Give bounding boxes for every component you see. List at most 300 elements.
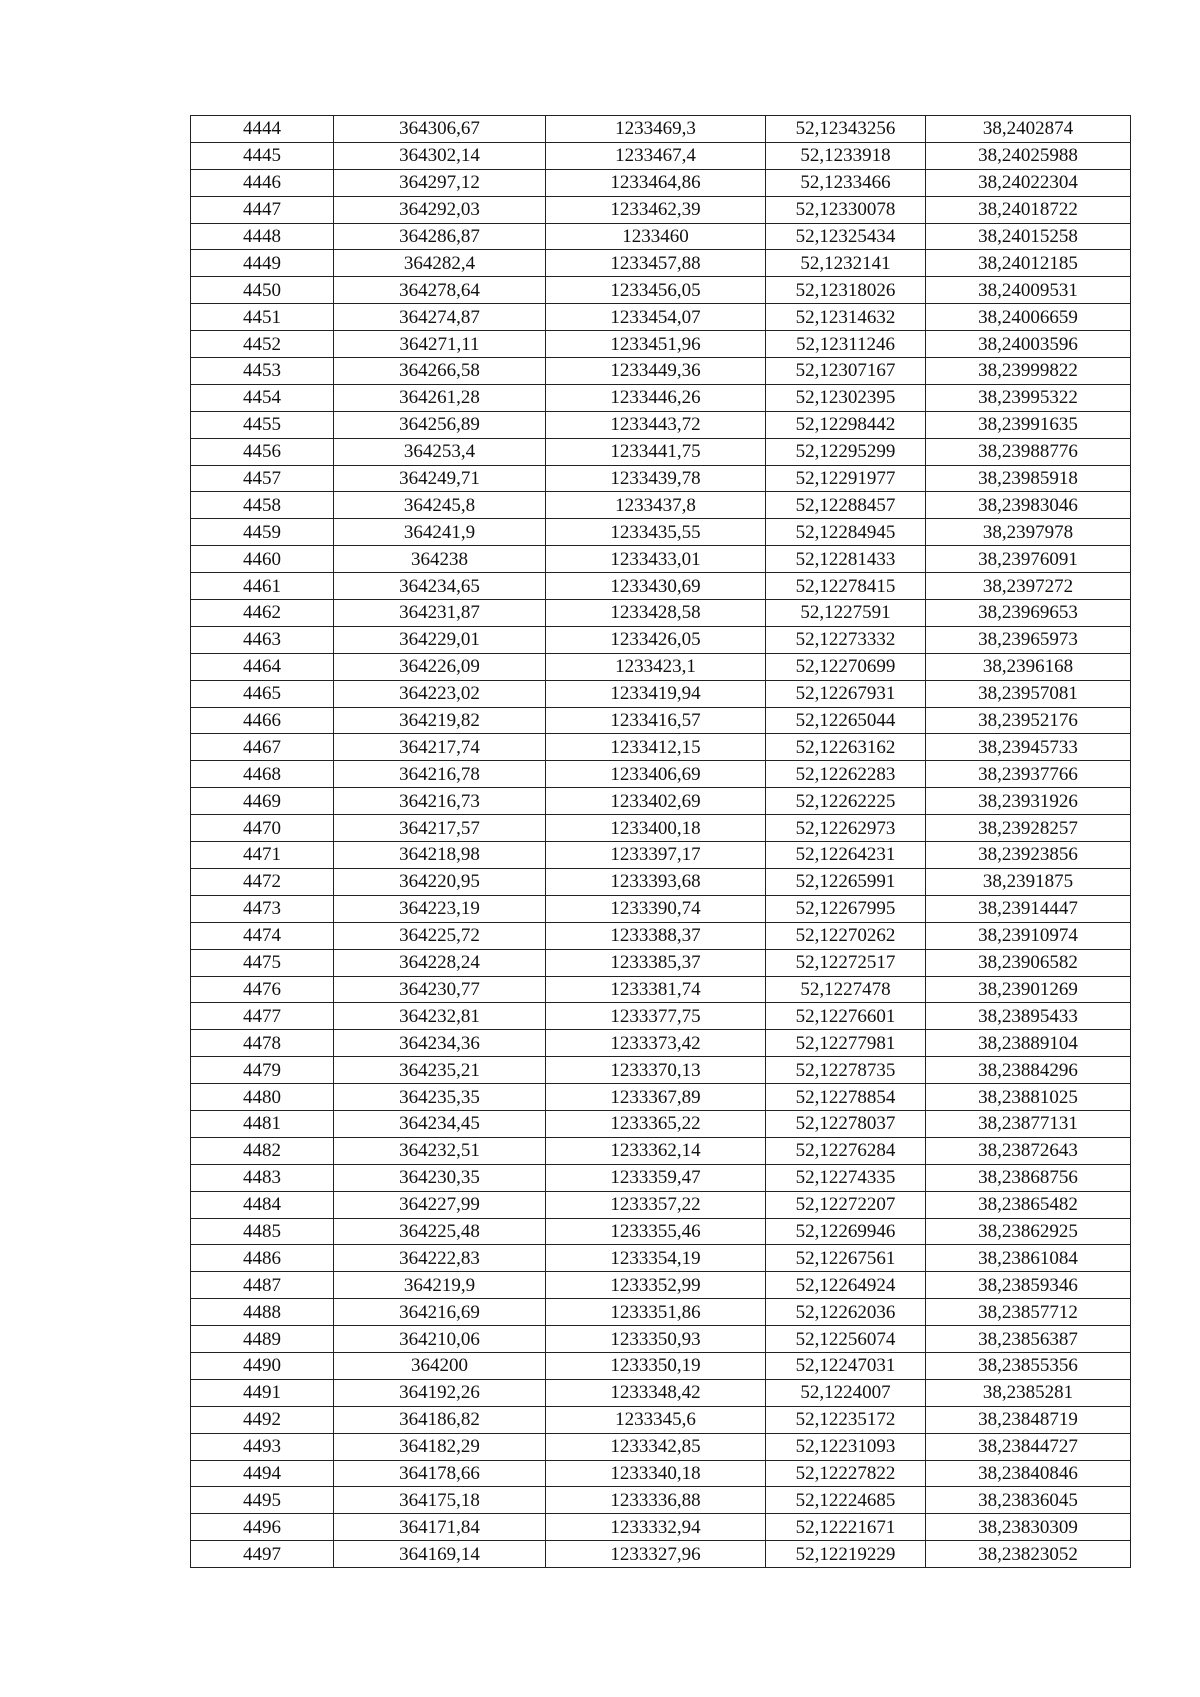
point-number-cell: 4449 xyxy=(191,250,334,277)
table-row xyxy=(191,1406,1131,1433)
y-coordinate-cell: 1233370,13 xyxy=(546,1057,766,1084)
latitude-cell: 52,12227822 xyxy=(766,1460,926,1487)
latitude-cell: 52,12235172 xyxy=(766,1406,926,1433)
table-row xyxy=(191,465,1131,492)
table-row xyxy=(191,1084,1131,1111)
table-row xyxy=(191,142,1131,169)
point-number-cell: 4469 xyxy=(191,788,334,815)
x-coordinate-cell: 364175,18 xyxy=(334,1487,546,1514)
longitude-cell: 38,23957081 xyxy=(926,680,1131,707)
table-row xyxy=(191,600,1131,627)
y-coordinate-cell: 1233388,37 xyxy=(546,922,766,949)
point-number-cell: 4455 xyxy=(191,411,334,438)
longitude-cell: 38,23999822 xyxy=(926,358,1131,385)
longitude-cell: 38,2402874 xyxy=(926,116,1131,143)
latitude-cell: 52,12265991 xyxy=(766,868,926,895)
coordinates-table xyxy=(190,115,1131,1568)
x-coordinate-cell: 364234,36 xyxy=(334,1030,546,1057)
longitude-cell: 38,23848719 xyxy=(926,1406,1131,1433)
longitude-cell: 38,23889104 xyxy=(926,1030,1131,1057)
latitude-cell: 52,12274335 xyxy=(766,1164,926,1191)
point-number-cell: 4471 xyxy=(191,842,334,869)
latitude-cell: 52,12273332 xyxy=(766,626,926,653)
latitude-cell: 52,12247031 xyxy=(766,1352,926,1379)
table-row xyxy=(191,815,1131,842)
point-number-cell: 4483 xyxy=(191,1164,334,1191)
longitude-cell: 38,23881025 xyxy=(926,1084,1131,1111)
y-coordinate-cell: 1233462,39 xyxy=(546,196,766,223)
longitude-cell: 38,23945733 xyxy=(926,734,1131,761)
point-number-cell: 4485 xyxy=(191,1218,334,1245)
y-coordinate-cell: 1233464,86 xyxy=(546,169,766,196)
latitude-cell: 52,12302395 xyxy=(766,384,926,411)
table-row xyxy=(191,438,1131,465)
latitude-cell: 52,12267561 xyxy=(766,1245,926,1272)
point-number-cell: 4466 xyxy=(191,707,334,734)
latitude-cell: 52,12262225 xyxy=(766,788,926,815)
x-coordinate-cell: 364227,99 xyxy=(334,1191,546,1218)
table-row xyxy=(191,1326,1131,1353)
point-number-cell: 4462 xyxy=(191,600,334,627)
latitude-cell: 52,12262973 xyxy=(766,815,926,842)
table-row xyxy=(191,1003,1131,1030)
latitude-cell: 52,1227478 xyxy=(766,976,926,1003)
longitude-cell: 38,24022304 xyxy=(926,169,1131,196)
latitude-cell: 52,1232141 xyxy=(766,250,926,277)
longitude-cell: 38,24006659 xyxy=(926,304,1131,331)
latitude-cell: 52,12295299 xyxy=(766,438,926,465)
table-row xyxy=(191,949,1131,976)
latitude-cell: 52,12330078 xyxy=(766,196,926,223)
longitude-cell: 38,23988776 xyxy=(926,438,1131,465)
x-coordinate-cell: 364217,57 xyxy=(334,815,546,842)
y-coordinate-cell: 1233406,69 xyxy=(546,761,766,788)
table-row xyxy=(191,734,1131,761)
x-coordinate-cell: 364241,9 xyxy=(334,519,546,546)
y-coordinate-cell: 1233467,4 xyxy=(546,142,766,169)
y-coordinate-cell: 1233416,57 xyxy=(546,707,766,734)
table-row xyxy=(191,1352,1131,1379)
x-coordinate-cell: 364219,82 xyxy=(334,707,546,734)
latitude-cell: 52,12267931 xyxy=(766,680,926,707)
longitude-cell: 38,23931926 xyxy=(926,788,1131,815)
longitude-cell: 38,24015258 xyxy=(926,223,1131,250)
table-row xyxy=(191,1191,1131,1218)
x-coordinate-cell: 364228,24 xyxy=(334,949,546,976)
table-row xyxy=(191,1433,1131,1460)
longitude-cell: 38,23836045 xyxy=(926,1487,1131,1514)
longitude-cell: 38,23865482 xyxy=(926,1191,1131,1218)
x-coordinate-cell: 364282,4 xyxy=(334,250,546,277)
point-number-cell: 4495 xyxy=(191,1487,334,1514)
point-number-cell: 4456 xyxy=(191,438,334,465)
table-row xyxy=(191,761,1131,788)
x-coordinate-cell: 364235,21 xyxy=(334,1057,546,1084)
y-coordinate-cell: 1233390,74 xyxy=(546,895,766,922)
y-coordinate-cell: 1233357,22 xyxy=(546,1191,766,1218)
longitude-cell: 38,2397978 xyxy=(926,519,1131,546)
y-coordinate-cell: 1233430,69 xyxy=(546,573,766,600)
longitude-cell: 38,23840846 xyxy=(926,1460,1131,1487)
x-coordinate-cell: 364261,28 xyxy=(334,384,546,411)
point-number-cell: 4486 xyxy=(191,1245,334,1272)
longitude-cell: 38,23910974 xyxy=(926,922,1131,949)
point-number-cell: 4467 xyxy=(191,734,334,761)
y-coordinate-cell: 1233365,22 xyxy=(546,1110,766,1137)
longitude-cell: 38,23965973 xyxy=(926,626,1131,653)
table-row xyxy=(191,626,1131,653)
x-coordinate-cell: 364226,09 xyxy=(334,653,546,680)
table-row xyxy=(191,384,1131,411)
x-coordinate-cell: 364182,29 xyxy=(334,1433,546,1460)
x-coordinate-cell: 364220,95 xyxy=(334,868,546,895)
table-row xyxy=(191,1379,1131,1406)
table-row xyxy=(191,223,1131,250)
latitude-cell: 52,12318026 xyxy=(766,277,926,304)
longitude-cell: 38,23868756 xyxy=(926,1164,1131,1191)
latitude-cell: 52,12298442 xyxy=(766,411,926,438)
x-coordinate-cell: 364271,11 xyxy=(334,331,546,358)
x-coordinate-cell: 364223,02 xyxy=(334,680,546,707)
point-number-cell: 4482 xyxy=(191,1137,334,1164)
point-number-cell: 4463 xyxy=(191,626,334,653)
longitude-cell: 38,24009531 xyxy=(926,277,1131,304)
point-number-cell: 4494 xyxy=(191,1460,334,1487)
table-row xyxy=(191,653,1131,680)
y-coordinate-cell: 1233456,05 xyxy=(546,277,766,304)
table-row xyxy=(191,411,1131,438)
table-row xyxy=(191,1487,1131,1514)
y-coordinate-cell: 1233351,86 xyxy=(546,1299,766,1326)
point-number-cell: 4448 xyxy=(191,223,334,250)
longitude-cell: 38,23884296 xyxy=(926,1057,1131,1084)
y-coordinate-cell: 1233433,01 xyxy=(546,546,766,573)
x-coordinate-cell: 364292,03 xyxy=(334,196,546,223)
table-row xyxy=(191,1245,1131,1272)
latitude-cell: 52,12314632 xyxy=(766,304,926,331)
point-number-cell: 4454 xyxy=(191,384,334,411)
longitude-cell: 38,23895433 xyxy=(926,1003,1131,1030)
x-coordinate-cell: 364231,87 xyxy=(334,600,546,627)
y-coordinate-cell: 1233355,46 xyxy=(546,1218,766,1245)
y-coordinate-cell: 1233381,74 xyxy=(546,976,766,1003)
latitude-cell: 52,1233466 xyxy=(766,169,926,196)
longitude-cell: 38,23861084 xyxy=(926,1245,1131,1272)
table-row xyxy=(191,1164,1131,1191)
latitude-cell: 52,12288457 xyxy=(766,492,926,519)
table-row xyxy=(191,546,1131,573)
x-coordinate-cell: 364171,84 xyxy=(334,1514,546,1541)
x-coordinate-cell: 364223,19 xyxy=(334,895,546,922)
x-coordinate-cell: 364234,65 xyxy=(334,573,546,600)
y-coordinate-cell: 1233336,88 xyxy=(546,1487,766,1514)
point-number-cell: 4489 xyxy=(191,1326,334,1353)
point-number-cell: 4479 xyxy=(191,1057,334,1084)
y-coordinate-cell: 1233439,78 xyxy=(546,465,766,492)
y-coordinate-cell: 1233359,47 xyxy=(546,1164,766,1191)
y-coordinate-cell: 1233441,75 xyxy=(546,438,766,465)
longitude-cell: 38,23976091 xyxy=(926,546,1131,573)
latitude-cell: 52,12284945 xyxy=(766,519,926,546)
y-coordinate-cell: 1233402,69 xyxy=(546,788,766,815)
y-coordinate-cell: 1233327,96 xyxy=(546,1541,766,1568)
latitude-cell: 52,12262036 xyxy=(766,1299,926,1326)
point-number-cell: 4497 xyxy=(191,1541,334,1568)
point-number-cell: 4474 xyxy=(191,922,334,949)
x-coordinate-cell: 364245,8 xyxy=(334,492,546,519)
point-number-cell: 4444 xyxy=(191,116,334,143)
point-number-cell: 4481 xyxy=(191,1110,334,1137)
latitude-cell: 52,12277981 xyxy=(766,1030,926,1057)
y-coordinate-cell: 1233342,85 xyxy=(546,1433,766,1460)
point-number-cell: 4447 xyxy=(191,196,334,223)
longitude-cell: 38,23872643 xyxy=(926,1137,1131,1164)
x-coordinate-cell: 364229,01 xyxy=(334,626,546,653)
point-number-cell: 4472 xyxy=(191,868,334,895)
longitude-cell: 38,2397272 xyxy=(926,573,1131,600)
y-coordinate-cell: 1233340,18 xyxy=(546,1460,766,1487)
y-coordinate-cell: 1233393,68 xyxy=(546,868,766,895)
longitude-cell: 38,23969653 xyxy=(926,600,1131,627)
table-row xyxy=(191,895,1131,922)
x-coordinate-cell: 364278,64 xyxy=(334,277,546,304)
table-row xyxy=(191,169,1131,196)
longitude-cell: 38,23862925 xyxy=(926,1218,1131,1245)
point-number-cell: 4480 xyxy=(191,1084,334,1111)
table-row xyxy=(191,331,1131,358)
latitude-cell: 52,12219229 xyxy=(766,1541,926,1568)
latitude-cell: 52,12262283 xyxy=(766,761,926,788)
table-row xyxy=(191,519,1131,546)
longitude-cell: 38,23901269 xyxy=(926,976,1131,1003)
x-coordinate-cell: 364222,83 xyxy=(334,1245,546,1272)
y-coordinate-cell: 1233435,55 xyxy=(546,519,766,546)
point-number-cell: 4496 xyxy=(191,1514,334,1541)
latitude-cell: 52,12276284 xyxy=(766,1137,926,1164)
longitude-cell: 38,23857712 xyxy=(926,1299,1131,1326)
y-coordinate-cell: 1233451,96 xyxy=(546,331,766,358)
latitude-cell: 52,1224007 xyxy=(766,1379,926,1406)
y-coordinate-cell: 1233377,75 xyxy=(546,1003,766,1030)
point-number-cell: 4459 xyxy=(191,519,334,546)
longitude-cell: 38,24012185 xyxy=(926,250,1131,277)
point-number-cell: 4487 xyxy=(191,1272,334,1299)
point-number-cell: 4450 xyxy=(191,277,334,304)
table-row xyxy=(191,976,1131,1003)
table-row xyxy=(191,277,1131,304)
latitude-cell: 52,12270262 xyxy=(766,922,926,949)
y-coordinate-cell: 1233345,6 xyxy=(546,1406,766,1433)
table-row xyxy=(191,707,1131,734)
x-coordinate-cell: 364217,74 xyxy=(334,734,546,761)
x-coordinate-cell: 364266,58 xyxy=(334,358,546,385)
longitude-cell: 38,23928257 xyxy=(926,815,1131,842)
longitude-cell: 38,23855356 xyxy=(926,1352,1131,1379)
latitude-cell: 52,12278854 xyxy=(766,1084,926,1111)
point-number-cell: 4475 xyxy=(191,949,334,976)
table-row xyxy=(191,1137,1131,1164)
point-number-cell: 4477 xyxy=(191,1003,334,1030)
x-coordinate-cell: 364302,14 xyxy=(334,142,546,169)
latitude-cell: 52,12265044 xyxy=(766,707,926,734)
y-coordinate-cell: 1233437,8 xyxy=(546,492,766,519)
longitude-cell: 38,23906582 xyxy=(926,949,1131,976)
latitude-cell: 52,12269946 xyxy=(766,1218,926,1245)
x-coordinate-cell: 364286,87 xyxy=(334,223,546,250)
y-coordinate-cell: 1233423,1 xyxy=(546,653,766,680)
point-number-cell: 4478 xyxy=(191,1030,334,1057)
longitude-cell: 38,23937766 xyxy=(926,761,1131,788)
latitude-cell: 52,12256074 xyxy=(766,1326,926,1353)
table-row xyxy=(191,1057,1131,1084)
latitude-cell: 52,12276601 xyxy=(766,1003,926,1030)
x-coordinate-cell: 364235,35 xyxy=(334,1084,546,1111)
latitude-cell: 52,1227591 xyxy=(766,600,926,627)
y-coordinate-cell: 1233400,18 xyxy=(546,815,766,842)
y-coordinate-cell: 1233350,19 xyxy=(546,1352,766,1379)
x-coordinate-cell: 364225,48 xyxy=(334,1218,546,1245)
y-coordinate-cell: 1233446,26 xyxy=(546,384,766,411)
x-coordinate-cell: 364230,77 xyxy=(334,976,546,1003)
y-coordinate-cell: 1233362,14 xyxy=(546,1137,766,1164)
latitude-cell: 52,12272517 xyxy=(766,949,926,976)
longitude-cell: 38,23859346 xyxy=(926,1272,1131,1299)
y-coordinate-cell: 1233352,99 xyxy=(546,1272,766,1299)
latitude-cell: 52,12278037 xyxy=(766,1110,926,1137)
longitude-cell: 38,23823052 xyxy=(926,1541,1131,1568)
table-row xyxy=(191,1460,1131,1487)
x-coordinate-cell: 364210,06 xyxy=(334,1326,546,1353)
point-number-cell: 4492 xyxy=(191,1406,334,1433)
point-number-cell: 4458 xyxy=(191,492,334,519)
y-coordinate-cell: 1233426,05 xyxy=(546,626,766,653)
x-coordinate-cell: 364238 xyxy=(334,546,546,573)
latitude-cell: 52,12307167 xyxy=(766,358,926,385)
x-coordinate-cell: 364232,81 xyxy=(334,1003,546,1030)
table-row xyxy=(191,116,1131,143)
latitude-cell: 52,12221671 xyxy=(766,1514,926,1541)
y-coordinate-cell: 1233348,42 xyxy=(546,1379,766,1406)
table-row xyxy=(191,1299,1131,1326)
longitude-cell: 38,2391875 xyxy=(926,868,1131,895)
x-coordinate-cell: 364230,35 xyxy=(334,1164,546,1191)
table-row xyxy=(191,1541,1131,1568)
x-coordinate-cell: 364178,66 xyxy=(334,1460,546,1487)
latitude-cell: 52,12263162 xyxy=(766,734,926,761)
latitude-cell: 52,12270699 xyxy=(766,653,926,680)
point-number-cell: 4491 xyxy=(191,1379,334,1406)
point-number-cell: 4460 xyxy=(191,546,334,573)
y-coordinate-cell: 1233454,07 xyxy=(546,304,766,331)
point-number-cell: 4476 xyxy=(191,976,334,1003)
x-coordinate-cell: 364253,4 xyxy=(334,438,546,465)
y-coordinate-cell: 1233457,88 xyxy=(546,250,766,277)
latitude-cell: 52,12272207 xyxy=(766,1191,926,1218)
x-coordinate-cell: 364274,87 xyxy=(334,304,546,331)
y-coordinate-cell: 1233419,94 xyxy=(546,680,766,707)
x-coordinate-cell: 364169,14 xyxy=(334,1541,546,1568)
x-coordinate-cell: 364218,98 xyxy=(334,842,546,869)
longitude-cell: 38,24018722 xyxy=(926,196,1131,223)
latitude-cell: 52,12264231 xyxy=(766,842,926,869)
point-number-cell: 4465 xyxy=(191,680,334,707)
table-row xyxy=(191,304,1131,331)
table-row xyxy=(191,680,1131,707)
y-coordinate-cell: 1233367,89 xyxy=(546,1084,766,1111)
latitude-cell: 52,12325434 xyxy=(766,223,926,250)
latitude-cell: 52,12224685 xyxy=(766,1487,926,1514)
table-row xyxy=(191,492,1131,519)
table-row xyxy=(191,1110,1131,1137)
point-number-cell: 4457 xyxy=(191,465,334,492)
coordinates-table-body xyxy=(191,116,1131,1568)
latitude-cell: 52,12311246 xyxy=(766,331,926,358)
x-coordinate-cell: 364216,73 xyxy=(334,788,546,815)
point-number-cell: 4490 xyxy=(191,1352,334,1379)
point-number-cell: 4452 xyxy=(191,331,334,358)
point-number-cell: 4451 xyxy=(191,304,334,331)
y-coordinate-cell: 1233412,15 xyxy=(546,734,766,761)
table-row xyxy=(191,196,1131,223)
point-number-cell: 4468 xyxy=(191,761,334,788)
latitude-cell: 52,12267995 xyxy=(766,895,926,922)
longitude-cell: 38,24003596 xyxy=(926,331,1131,358)
y-coordinate-cell: 1233332,94 xyxy=(546,1514,766,1541)
longitude-cell: 38,2385281 xyxy=(926,1379,1131,1406)
table-row xyxy=(191,1030,1131,1057)
longitude-cell: 38,23830309 xyxy=(926,1514,1131,1541)
latitude-cell: 52,12264924 xyxy=(766,1272,926,1299)
table-row xyxy=(191,1514,1131,1541)
point-number-cell: 4493 xyxy=(191,1433,334,1460)
table-row xyxy=(191,1218,1131,1245)
latitude-cell: 52,1233918 xyxy=(766,142,926,169)
longitude-cell: 38,24025988 xyxy=(926,142,1131,169)
x-coordinate-cell: 364297,12 xyxy=(334,169,546,196)
x-coordinate-cell: 364192,26 xyxy=(334,1379,546,1406)
y-coordinate-cell: 1233428,58 xyxy=(546,600,766,627)
longitude-cell: 38,23877131 xyxy=(926,1110,1131,1137)
latitude-cell: 52,12278415 xyxy=(766,573,926,600)
longitude-cell: 38,23995322 xyxy=(926,384,1131,411)
x-coordinate-cell: 364306,67 xyxy=(334,116,546,143)
table-row xyxy=(191,842,1131,869)
latitude-cell: 52,12281433 xyxy=(766,546,926,573)
longitude-cell: 38,23991635 xyxy=(926,411,1131,438)
y-coordinate-cell: 1233469,3 xyxy=(546,116,766,143)
table-row xyxy=(191,250,1131,277)
latitude-cell: 52,12343256 xyxy=(766,116,926,143)
longitude-cell: 38,2396168 xyxy=(926,653,1131,680)
point-number-cell: 4470 xyxy=(191,815,334,842)
point-number-cell: 4445 xyxy=(191,142,334,169)
y-coordinate-cell: 1233443,72 xyxy=(546,411,766,438)
x-coordinate-cell: 364219,9 xyxy=(334,1272,546,1299)
table-row xyxy=(191,922,1131,949)
y-coordinate-cell: 1233449,36 xyxy=(546,358,766,385)
point-number-cell: 4488 xyxy=(191,1299,334,1326)
point-number-cell: 4453 xyxy=(191,358,334,385)
table-row xyxy=(191,573,1131,600)
y-coordinate-cell: 1233354,19 xyxy=(546,1245,766,1272)
x-coordinate-cell: 364216,78 xyxy=(334,761,546,788)
longitude-cell: 38,23923856 xyxy=(926,842,1131,869)
longitude-cell: 38,23914447 xyxy=(926,895,1131,922)
point-number-cell: 4461 xyxy=(191,573,334,600)
table-row xyxy=(191,788,1131,815)
x-coordinate-cell: 364216,69 xyxy=(334,1299,546,1326)
longitude-cell: 38,23844727 xyxy=(926,1433,1131,1460)
